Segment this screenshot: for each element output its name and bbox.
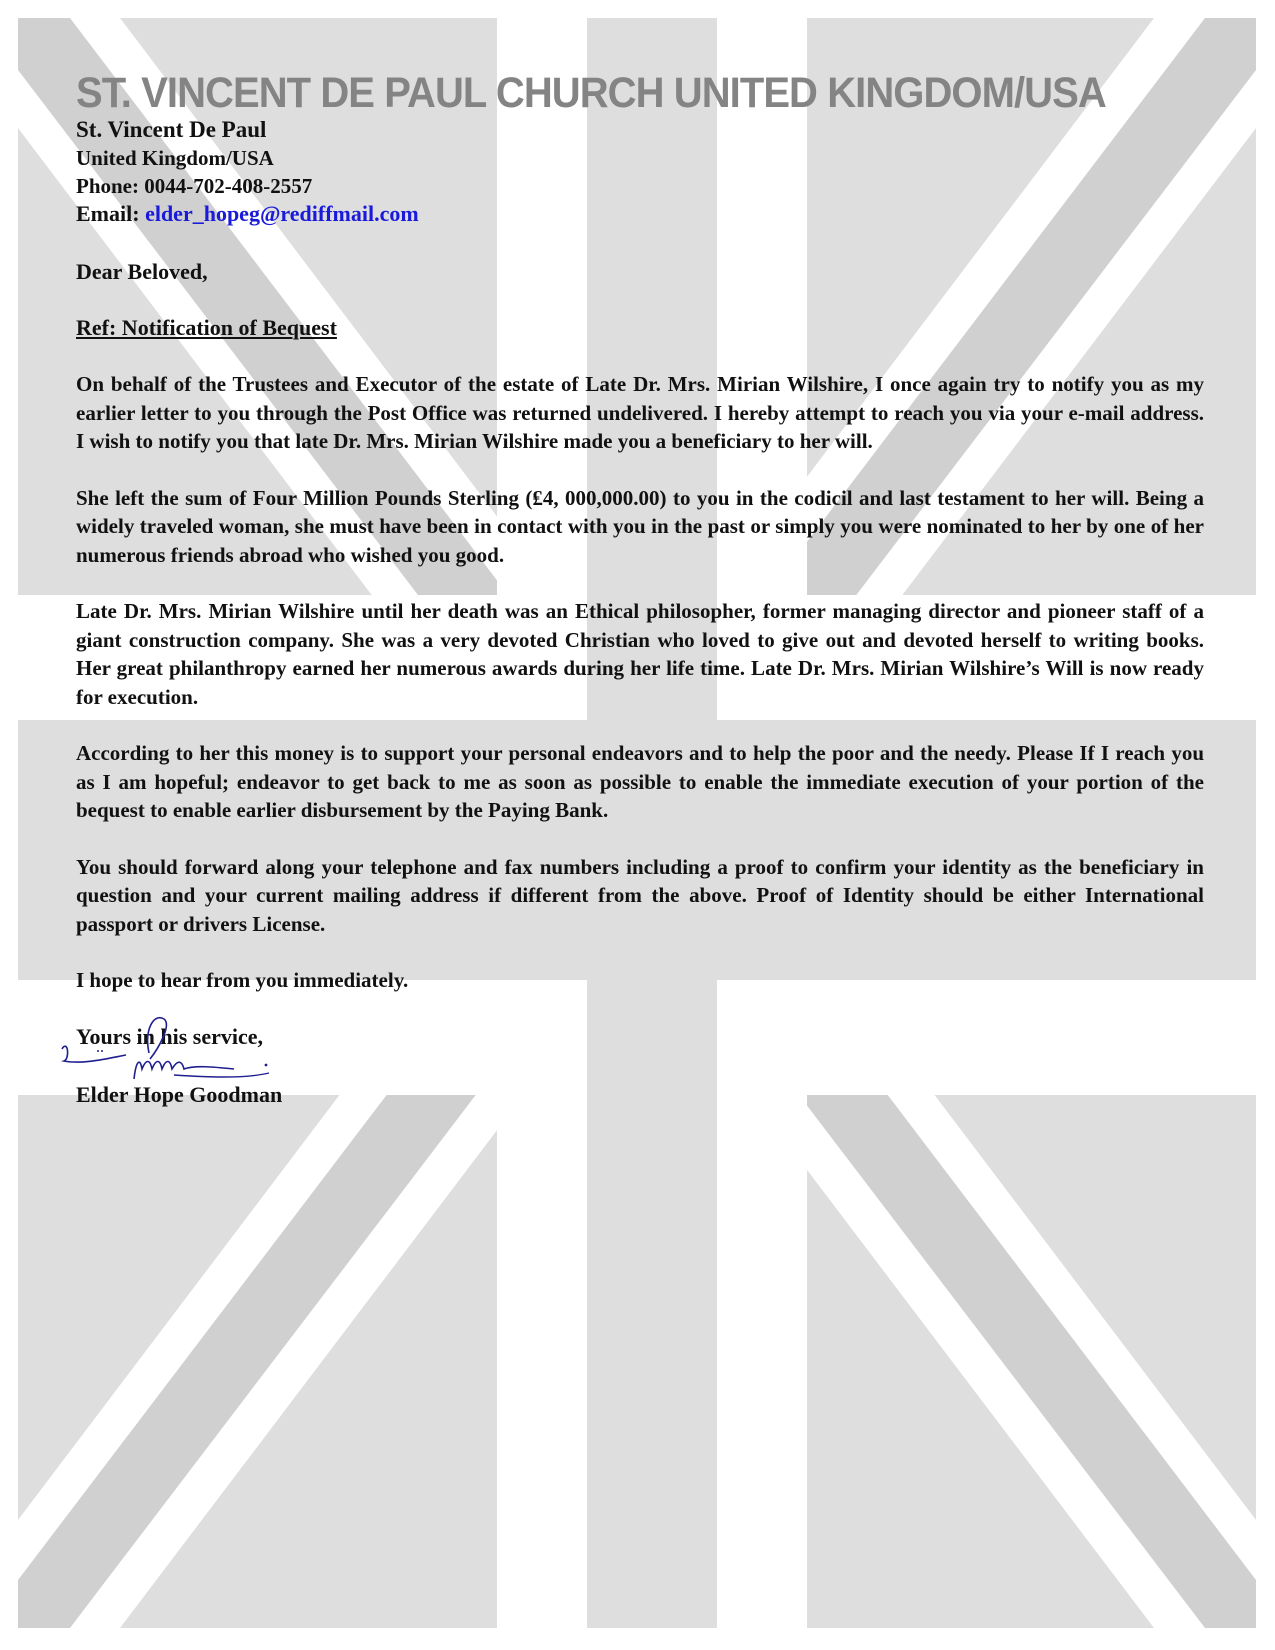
sender-email-row bbox=[76, 200, 1204, 228]
sender-location: United Kingdom/USA bbox=[76, 146, 274, 170]
paragraph: She left the sum of Four Million Pounds Sterling (₤4, 000,000.00) to you in the codicil and last testament to her will. Being a widely traveled woman, she must have been in contact with you in the past or simply you were nominated to her by one of her numerous friends abroad who wished you good. bbox=[76, 485, 1204, 567]
email-label: Email: bbox=[76, 201, 146, 226]
signer-name: Elder Hope Goodman bbox=[76, 1081, 283, 1107]
sender-org-name: St. Vincent De Paul bbox=[76, 117, 267, 142]
signature-icon bbox=[54, 1009, 294, 1089]
sender-address-block bbox=[76, 116, 1204, 228]
paragraph: According to her this money is to support your personal endeavors and to help the poor and the needy. Please If I reach you as I am hopeful; endeavor to get back to me as soon as possible to enable the immediate execution of your portion of the bequest to enable earlier disbursement by the Paying Bank. bbox=[76, 741, 1204, 822]
sender-phone: Phone: 0044-702-408-2557 bbox=[76, 174, 313, 198]
email-link[interactable]: elder_hopeg@rediffmail.com bbox=[145, 201, 419, 226]
paragraph: I hope to hear from you immediately. bbox=[76, 968, 409, 992]
closing-line: Yours in his service, bbox=[76, 1023, 263, 1049]
salutation: Dear Beloved, bbox=[76, 259, 208, 284]
signature-area bbox=[76, 1051, 1204, 1081]
letter-body bbox=[76, 70, 1204, 1109]
reference-line: Ref: Notification of Bequest bbox=[76, 315, 337, 340]
paragraph: Late Dr. Mrs. Mirian Wilshire until her death was an Ethical philosopher, former managing director and pioneer staff of a giant construction company. She was a very devoted Christian who loved to give out and devoted herself to writing books. Her great philanthropy earned her numerous awards during her life time. Late Dr. Mrs. Mirian Wilshire’s Will is now ready for execution. bbox=[76, 599, 1204, 709]
paragraph: You should forward along your telephone and fax numbers including a proof to confirm your identity as the beneficiary in question and your current mailing address if different from the above. Proof of Identity should be either International passport or drivers License. bbox=[76, 854, 1204, 936]
letterhead-title: ST. VINCENT DE PAUL CHURCH UNITED KINGDOM/USA bbox=[76, 69, 1106, 117]
paragraph: On behalf of the Trustees and Executor of the estate of Late Dr. Mrs. Mirian Wilshire, I once again try to notify you as my earlier letter to you through the Post Office was returned undelivered. I hereby attempt to reach you via your e-mail address. I wish to notify you that late Dr. Mrs. Mirian Wilshire made you a beneficiary to her will. bbox=[76, 372, 1204, 453]
